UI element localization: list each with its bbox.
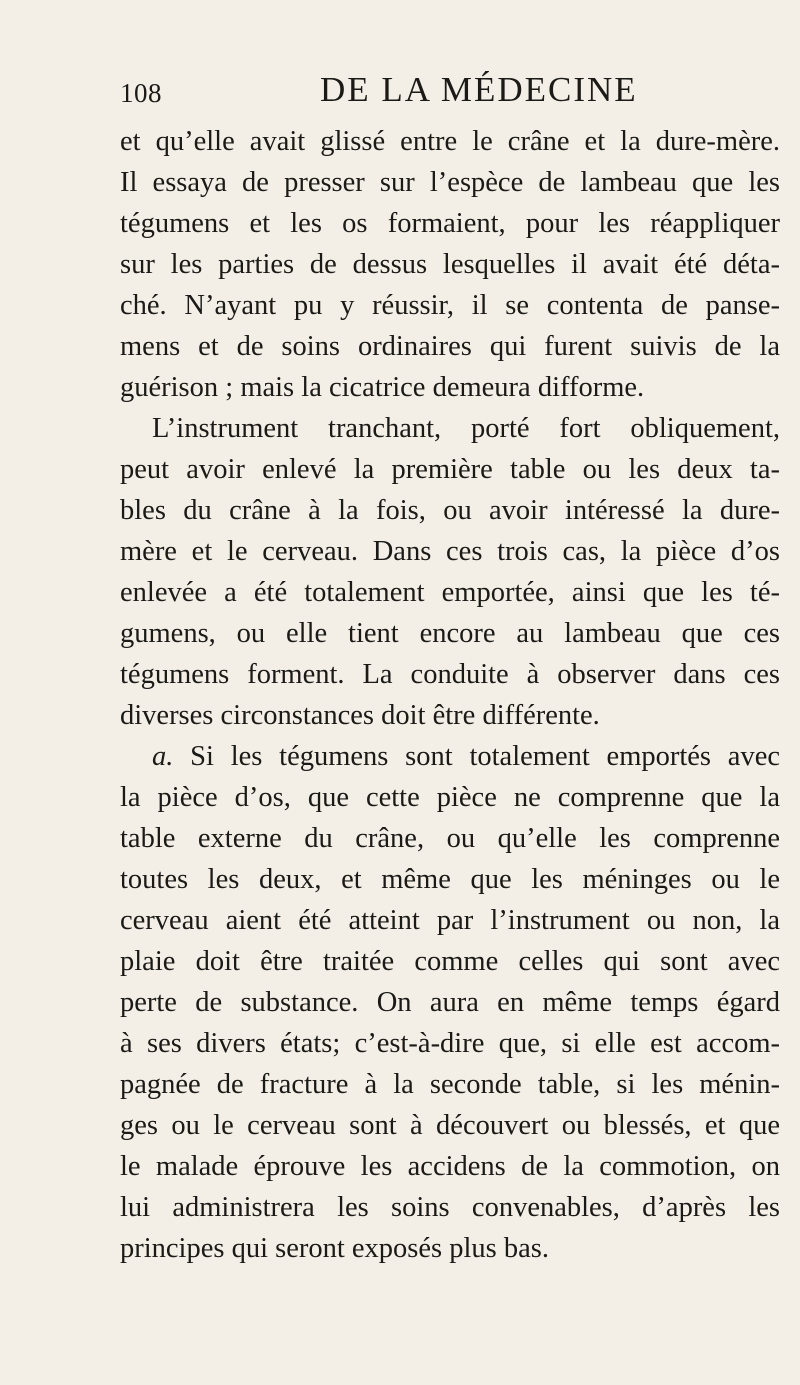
text-line: tégumens et les os formaient, pour les réappliquer bbox=[120, 208, 780, 239]
text-line: gumens, ou elle tient encore au lambeau que ces bbox=[120, 618, 780, 649]
paragraph-marker: a. bbox=[152, 741, 174, 772]
body-text bbox=[120, 121, 780, 1269]
text-line: peut avoir enlevé la première table ou les deux ta- bbox=[120, 454, 780, 485]
text-line: lui administrera les soins convenables, d’après les bbox=[120, 1192, 780, 1223]
running-title: DE LA MÉDECINE bbox=[320, 70, 638, 109]
text-line: perte de substance. On aura en même temps égard bbox=[120, 987, 780, 1018]
text-line: bles du crâne à la fois, ou avoir intéressé la dure- bbox=[120, 495, 780, 526]
text-line: plaie doit être traitée comme celles qui sont avec bbox=[120, 946, 780, 977]
text-line: ché. N’ayant pu y réussir, il se contenta de panse- bbox=[120, 290, 780, 321]
text-line: enlevée a été totalement emportée, ainsi que les té- bbox=[120, 577, 780, 608]
text-line: Il essaya de presser sur l’espèce de lambeau que les bbox=[120, 167, 780, 198]
text-line: ges ou le cerveau sont à découvert ou blessés, et que bbox=[120, 1110, 780, 1141]
text-line: mère et le cerveau. Dans ces trois cas, la pièce d’os bbox=[120, 536, 780, 567]
text-line: L’instrument tranchant, porté fort obliquement, bbox=[152, 413, 780, 444]
page-number: 108 bbox=[120, 78, 162, 108]
text-line: cerveau aient été atteint par l’instrument ou non, la bbox=[120, 905, 780, 936]
text-line-content: Si les tégumens sont totalement emportés avec bbox=[173, 741, 780, 772]
text-line: et qu’elle avait glissé entre le crâne et la dure-mère. bbox=[120, 126, 780, 157]
text-line: à ses divers états; c’est-à-dire que, si elle est accom- bbox=[120, 1028, 780, 1059]
text-line: guérison ; mais la cicatrice demeura difforme. bbox=[120, 372, 645, 403]
text-line: principes qui seront exposés plus bas. bbox=[120, 1233, 550, 1264]
text-line: pagnée de fracture à la seconde table, si les ménin- bbox=[120, 1069, 780, 1100]
page-header bbox=[120, 70, 780, 120]
text-line bbox=[120, 736, 780, 777]
text-line: diverses circonstances doit être différente. bbox=[120, 700, 600, 731]
text-line: toutes les deux, et même que les méninges ou le bbox=[120, 864, 780, 895]
text-line: sur les parties de dessus lesquelles il avait été déta- bbox=[120, 249, 780, 280]
text-line: table externe du crâne, ou qu’elle les comprenne bbox=[120, 823, 780, 854]
text-line: la pièce d’os, que cette pièce ne comprenne que la bbox=[120, 782, 780, 813]
text-line: le malade éprouve les accidens de la commotion, on bbox=[120, 1151, 780, 1182]
text-line: mens et de soins ordinaires qui furent suivis de la bbox=[120, 331, 780, 362]
text-line: tégumens forment. La conduite à observer dans ces bbox=[120, 659, 780, 690]
